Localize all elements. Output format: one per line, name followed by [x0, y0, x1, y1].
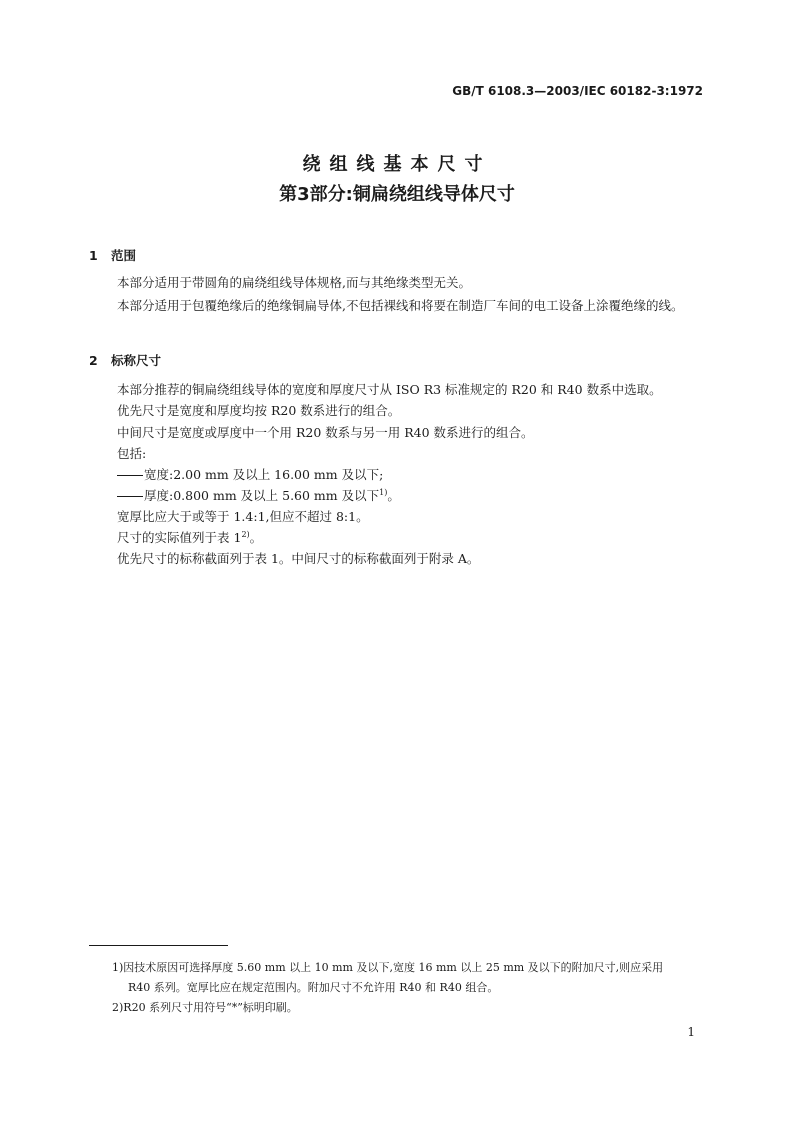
section-heading-scope [89, 246, 136, 264]
title-main: 绕组线基本尺寸 [302, 154, 492, 175]
text-line: 优先尺寸的标称截面列于表 1。中间尺寸的标称截面列于附录 A。 [117, 551, 480, 566]
footnote-ref: 2) [241, 529, 250, 539]
footnote-divider [89, 945, 228, 946]
text-line: 宽厚比应大于或等于 1.4:1,但应不超过 8:1。 [117, 509, 369, 524]
dash-list-item: 宽度:2.00 mm 及以上 16.00 mm 及以下; [117, 465, 383, 485]
section-title: 范围 [111, 248, 137, 263]
text-line: 本部分推荐的铜扁绕组线导体的宽度和厚度尺寸从 ISO R3 标准规定的 R20 和 R40 数系中选取。 [117, 382, 662, 397]
section-number: 1 [89, 248, 98, 263]
standard-code: GB/T 6108.3—2003/IEC 60182-3:1972 [452, 84, 703, 98]
dash-list-item: 厚度:0.800 mm 及以上 5.60 mm 及以下$^{1)}$。 [117, 486, 400, 506]
text-line: 尺寸的实际值列于表 1$^{2)}$。 [117, 529, 263, 545]
section-heading-nominal-dimensions [89, 351, 161, 369]
em-dash-marker [117, 496, 143, 497]
title-subtitle: 第3部分:铜扁绕组线导体尺寸 [279, 184, 515, 205]
footnote-2: 2)R20 系列尺寸用符号“*”标明印刷。 [112, 1001, 298, 1014]
section-title: 标称尺寸 [111, 353, 162, 368]
paragraph: 本部分适用于包覆绝缘后的绝缘铜扁导体,不包括裸线和将要在制造厂车间的电工设备上涂覆绝缘的线。 [117, 298, 684, 313]
section-number: 2 [89, 353, 98, 368]
paragraph: 本部分适用于带圆角的扁绕组线导体规格,而与其绝缘类型无关。 [117, 275, 471, 290]
footnote-1: 1)因技术原因可选择厚度 5.60 mm 以上 10 mm 及以下,宽度 16 mm 以上 25 mm 及以下的附加尺寸,则应采用 [112, 961, 664, 974]
em-dash-marker [117, 475, 143, 476]
footnote-1-continued: R40 系列。宽厚比应在规定范围内。附加尺寸不允许用 R40 和 R40 组合。 [128, 981, 499, 994]
text-line: 包括: [117, 446, 147, 461]
text-line: 中间尺寸是宽度或厚度中一个用 R20 数系与另一用 R40 数系进行的组合。 [117, 425, 534, 440]
text-line: 优先尺寸是宽度和厚度均按 R20 数系进行的组合。 [117, 403, 401, 418]
page-number: 1 [687, 1025, 695, 1039]
footnote-ref: 1) [379, 487, 388, 497]
